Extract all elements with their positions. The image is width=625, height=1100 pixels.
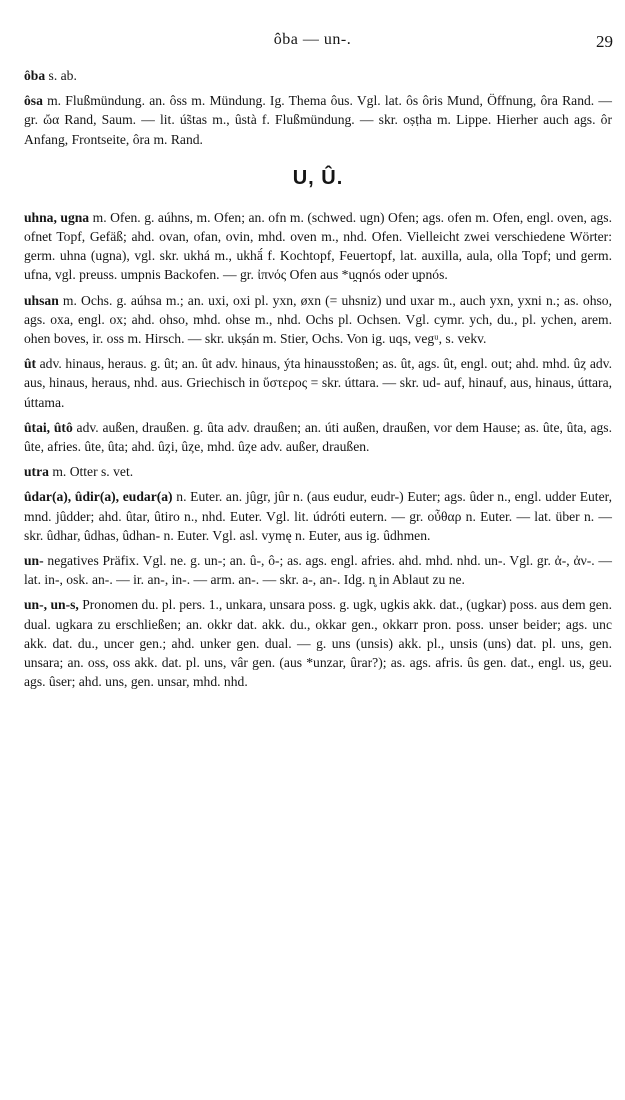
entry-text: m. Otter s. vet. [48,464,134,480]
entry-text: n. Euter. an. jûgr, jûr n. (aus eudur, eudr-) Euter; ags. ûder n., engl. udder Euter, mnd. jûdder; ahd. ûtar, ûtiro n., nhd. Euter. Vgl. lit. údróti eutern. — gr. οὖθαρ n. Euter. — lat. über n. — skr. ûdhar, ûdhas, ûdhan- n. Euter. Vgl. asl. vymę n. Euter, aus ig. ûdhmen. [24,489,612,543]
entries-column [24,66,612,691]
running-head: ôba — un-. [273,31,352,48]
entry-text: adv. außen, draußen. g. ûta adv. draußen; an. úti außen, draußen, vor dem Hause; as. ûte, ûta, ags. ûte, afries. ûte, ûta; ahd. ûȥi, ûȥe, mhd. ûȥe adv. außer, draußen. [24,419,612,455]
entry-text: m. Ochs. g. aúhsa m.; an. uxi, oxi pl. yxn, øxn (= uhsniz) und uxar m., auch yxn, yxni n.; as. ohso, ags. oxa, engl. ox; ahd. ohso, mhd. ohse m., nhd. Ochs pl. Ochsen. Vgl. cymr. ych, du., pl. ychen, arem. ohen boves, ir. oss m. Hirsch. — skr. ukṣán m. Stier, Ochs. Von ig. uqs, vegᵘ, s. vekv. [24,292,612,347]
entry-un-prefix [24,551,612,589]
headword: ôba [24,68,46,83]
headword: ût [24,356,37,372]
entry-text: m. Flußmündung. an. ôss m. Mündung. Ig. Thema ôus. Vgl. lat. ôs ôris Mund, Öffnung, ôra Rand. — gr. ὤα Rand, Saum. — lit. ú̃stas m., ûstà f. Flußmündung. — skr. oṣṭha m. Lippe. Hierher auch ags. ôr Anfang, Frontseite, ôra m. Rand. [24,93,612,147]
headword: ûtai, ûtô [24,419,73,435]
entry-osa [24,91,612,149]
headword: ûdar(a), ûdir(a), eudar(a) [24,489,173,505]
entry-un-pronoun [24,595,612,691]
entry-uhsan [24,291,612,349]
entry-utra [24,462,612,481]
entry-ut [24,354,612,412]
entry-uhna [24,208,612,285]
entry-text: negatives Präfix. Vgl. ne. g. un-; an. û-, ô-; as. ags. engl. afries. ahd. mhd. nhd. un-. Vgl. gr. ἀ-, ἀν-. — lat. in-, osk. an-. — ir. an-, in-. — arm. an-. — skr. a-, an-. Idg. n̥ in Ablaut zu ne. [24,553,612,588]
headword: un- [24,553,44,569]
entry-text: Pronomen du. pl. pers. 1., unkara, unsara poss. g. ugk, ugkis akk. dat., (ugkar) poss. aus dem gen. dual. ugkara zu erschließen; an. okkr dat. akk. du., okkar gen., okkarr pron. poss. unser beider; ags. unc akk. dat. du., uncer gen.; ahd. unker gen. dual. — g. uns (unsis) akk. pl., unsis (uns) dat. pl. uns, gen. unsara; an. oss, oss akk. dat. pl. uns, vâr gen. (aus *unzar, ûrar?); as. ags. afris. ûs gen. dat., engl. us, geu. ags. ûser; ahd. uns, gen. unsar, mhd. nhd. [24,597,613,690]
section-title: U, Û. [292,166,344,189]
page-number: 29 [596,32,613,51]
entry-text: m. Ofen. g. aúhns, m. Ofen; an. ofn m. (schwed. ugn) Ofen; ags. ofen m. Ofen, engl. oven, ags. ofnet Topf, Gefäß; ahd. ovan, ofan, ovin, mhd. oven m., nhd. Ofen. Vielleicht zwei verschiedene Wörter: germ. uhna (ugna), vgl. skr. ukhá m., ukhā́ f. Kochtopf, Feuertopf, lat. auxilla, aula, olla Topf; und germ. ufna, vgl. preuss. umpnis Backofen. — gr. ἰπνός Ofen aus *u̯qnós oder u̯pnós. [24,209,612,283]
headword: uhna, ugna [24,209,90,225]
entry-udar [24,487,612,545]
headword: un-, un-s, [24,597,79,613]
entry-text: s. ab. [45,68,77,83]
headword: uhsan [24,292,59,308]
entry-text: adv. hinaus, heraus. g. ût; an. ût adv. hinaus, ýta hinausstoßen; as. ût, ags. ût, engl. out; ahd. mhd. ûȥ adv. aus, hinaus, heraus, nhd. aus. Griechisch in ὕστερος = skr. úttara. — skr. ud- auf, hinauf, aus, hinaus, úttara, úttama. [24,356,612,410]
entry-oba [24,66,612,85]
headword: ôsa [24,93,43,109]
headword: utra [24,464,49,480]
entry-utai [24,418,612,456]
